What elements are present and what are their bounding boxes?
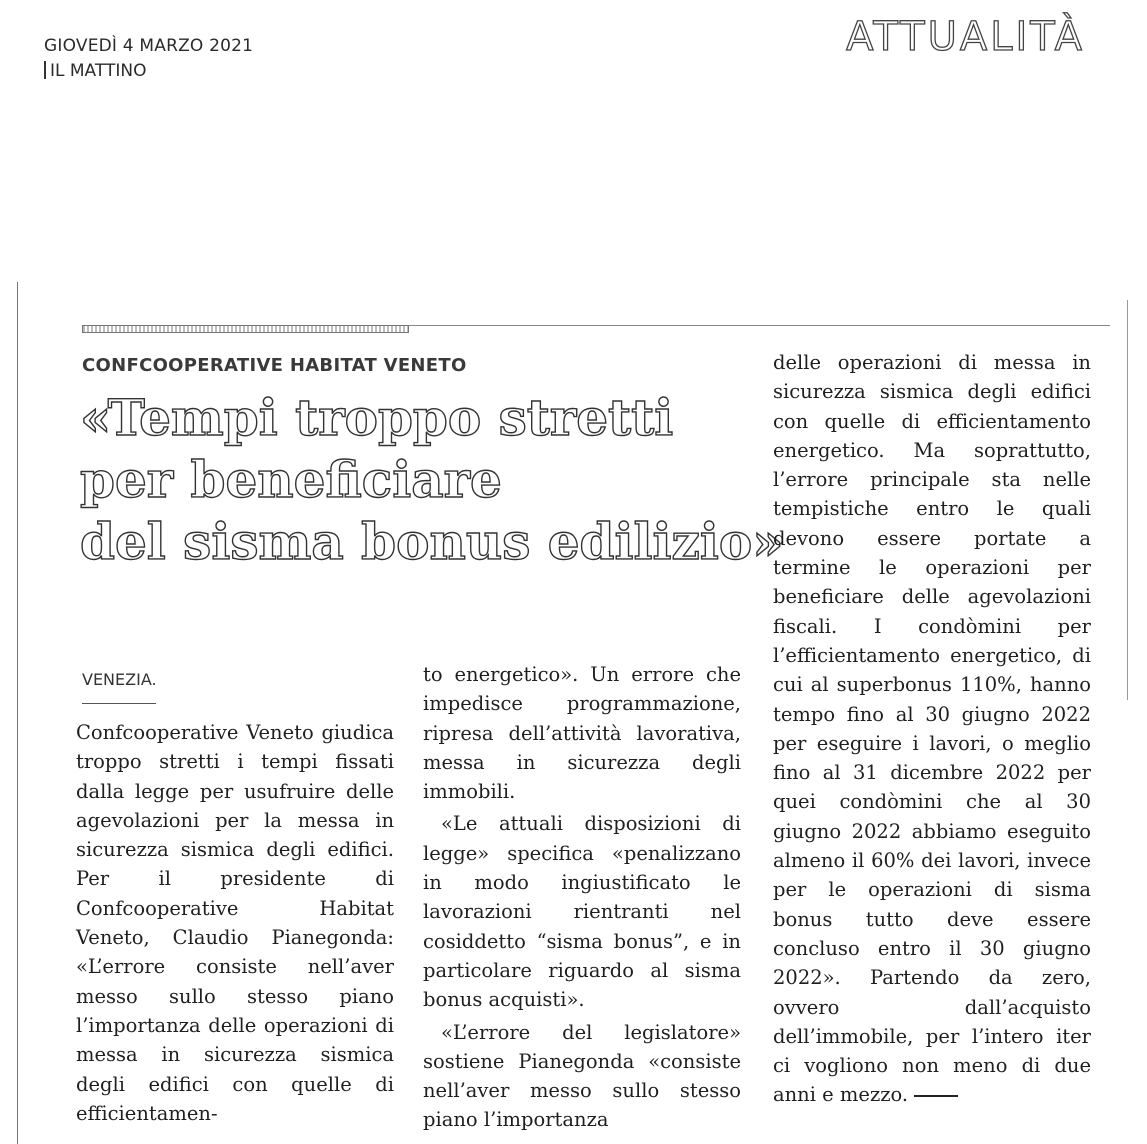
paragraph-text: delle operazioni di messa in sicurezza sismica degli edifici con quelle di efficientamento energetico. Ma soprattutto, l’errore principale sta nelle tempistiche entro le quali devono essere portate a termine le operazioni per beneficiare delle agevolazioni fiscali. I condòmini per l’efficientamento energetico, di cui al superbonus 110%, hanno tempo fino al 30 giugno 2022 per eseguire i lavori, o meglio fino al 31 dicembre 2022 per quei condòmini che al 30 giugno 2022 abbiamo eseguito almeno il 60% dei lavori, invece per le operazioni di sisma bonus tutto deve essere concluso entro il 30 giugno 2022». Partendo da zero, ovvero dall’acquisto dell’immobile, per l’intero iter ci vogliono non meno di due anni e mezzo. <box>773 351 1091 1107</box>
article-column-3 <box>773 348 1091 1110</box>
headline-line: del sisma bonus edilizio» <box>80 512 784 571</box>
dateline-rule <box>82 703 156 704</box>
newspaper-name <box>44 61 146 81</box>
article-top-band <box>82 325 409 333</box>
right-margin-rule <box>1127 300 1128 700</box>
headline-line: per beneficiare <box>80 450 502 509</box>
newspaper-name-text: IL MATTINO <box>50 61 147 81</box>
paragraph <box>773 348 1091 1110</box>
article-headline <box>80 387 784 573</box>
dateline: VENEZIA. <box>82 670 157 689</box>
end-mark <box>914 1095 958 1097</box>
paragraph: «Le attuali disposizioni di legge» specifica «penalizzano in modo ingiustificato le lavorazioni rientranti nel cosiddetto “sisma bonus”, e in particolare riguardo al sisma bonus acquisti». <box>423 812 741 1012</box>
paragraph: to energetico». Un errore che impedisce programmazione, ripresa dell’attività lavorativa, messa in sicurezza degli immobili. <box>423 663 741 804</box>
paragraph: Confcooperative Veneto giudica troppo stretti i tempi fissati dalla legge per usufruire delle agevolazioni per la messa in sicurezza sismica degli edifici. Per il presidente di Confcooperative Habitat Veneto, Claudio Pianegonda: «L’errore consiste nell’aver messo sullo stesso piano l’importanza delle operazioni di messa in sicurezza sismica degli edifici con quelle di efficientamen- <box>76 721 394 1125</box>
headline-line: «Tempi troppo stretti <box>80 388 674 447</box>
section-label: ATTUALITÀ <box>846 14 1085 60</box>
masthead-bar <box>44 61 46 79</box>
article-kicker: CONFCOOPERATIVE HABITAT VENETO <box>82 355 467 376</box>
article-column-2 <box>423 660 741 1135</box>
left-margin-rule <box>17 282 18 1144</box>
article-column-1 <box>76 718 394 1128</box>
issue-date: GIOVEDÌ 4 MARZO 2021 <box>44 36 254 56</box>
paragraph: «L’errore del legislatore» sostiene Pianegonda «consiste nell’aver messo sullo stesso piano l’importanza <box>423 1020 741 1132</box>
